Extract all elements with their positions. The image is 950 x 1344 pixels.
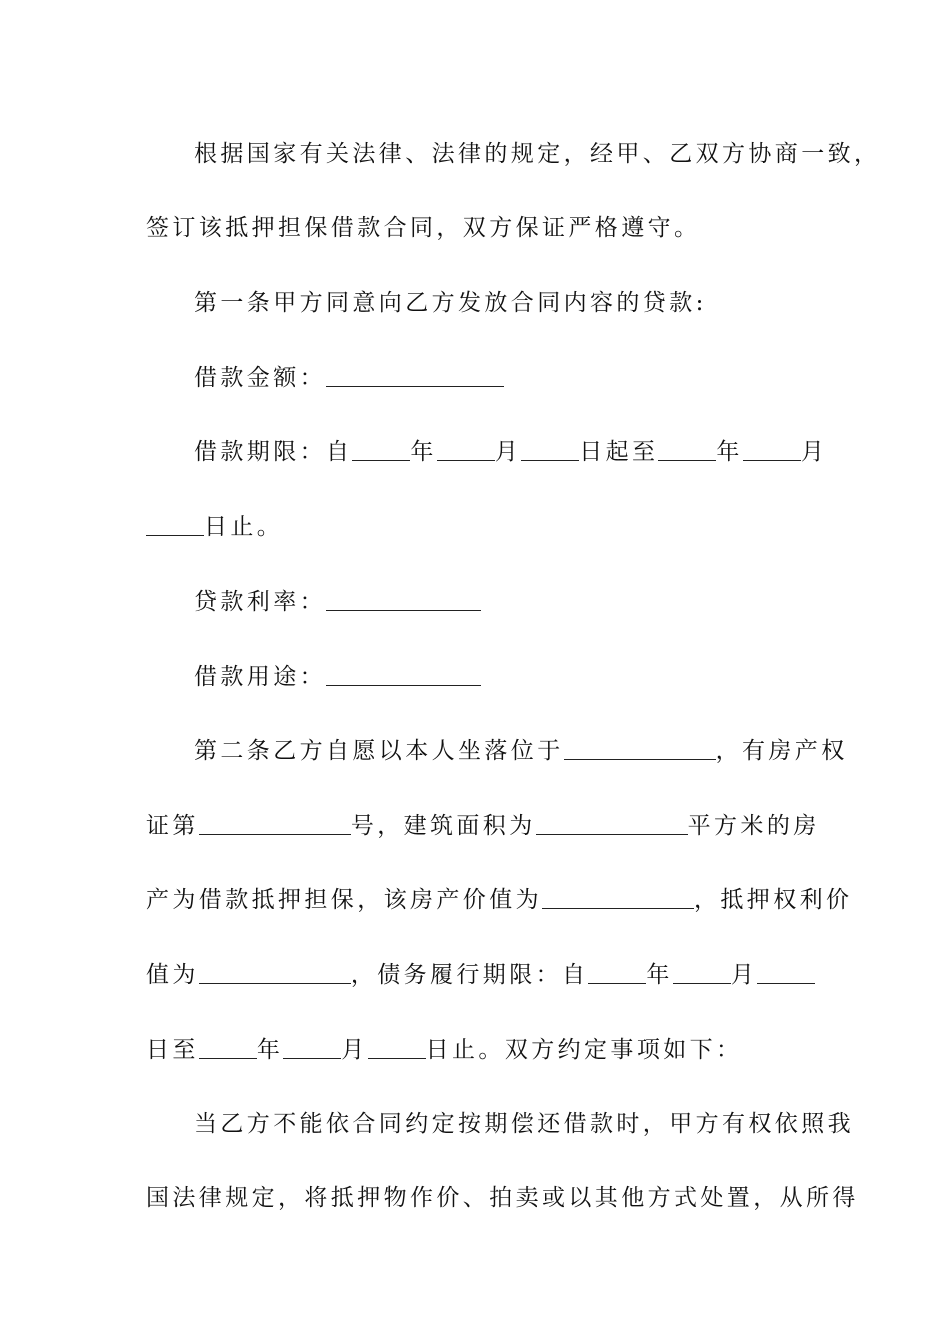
year-label: 年 [716, 439, 743, 465]
end-day-blank [146, 513, 204, 536]
article-2-text-j: 日至 [146, 1037, 199, 1063]
start-day-blank [521, 438, 579, 461]
debt-end-year-blank [199, 1036, 257, 1059]
article-1-heading: 第一条甲方同意向乙方发放合同内容的贷款: [194, 290, 707, 316]
loan-purpose-label: 借款用途： [194, 664, 326, 690]
year-label: 年 [646, 962, 673, 988]
month-label: 月 [341, 1037, 368, 1063]
debt-end-month-blank [283, 1036, 341, 1059]
article-2-line-3 [146, 885, 853, 915]
mortgage-value-blank [199, 961, 351, 984]
year-label: 年 [256, 1037, 284, 1063]
article-2-line-2 [146, 811, 820, 841]
day-end-label: 日止。 [204, 514, 284, 540]
property-location-blank [564, 737, 716, 760]
month-label: 月 [800, 439, 828, 465]
debt-start-month-blank [673, 961, 731, 984]
debt-start-year-blank [588, 961, 646, 984]
article-2-text-e: 平方米的房 [687, 813, 820, 839]
paragraph-intro-line-2: 签订该抵押担保借款合同，双方保证严格遵守。 [146, 215, 701, 241]
loan-amount-label: 借款金额： [194, 365, 326, 391]
loan-term-row-cont [146, 512, 811, 542]
loan-term-row [194, 437, 828, 467]
article-2-text-b: ，有房产权 [715, 738, 848, 764]
article-2-line-1 [194, 736, 848, 766]
debt-end-day-blank [368, 1036, 426, 1059]
article-2-text-i: ，债务履行期限：自 [350, 962, 589, 988]
loan-amount-row [194, 363, 814, 393]
article-2-text-c: 证第 [146, 813, 199, 839]
default-clause-line-1: 当乙方不能依合同约定按期偿还借款时，甲方有权依照我 [194, 1111, 854, 1137]
loan-purpose-blank [326, 663, 481, 686]
end-year-blank [658, 438, 716, 461]
article-2-line-4 [146, 960, 811, 990]
loan-amount-blank [326, 364, 504, 387]
interest-rate-blank [326, 588, 481, 611]
loan-purpose-row [194, 662, 814, 692]
article-2-text-f: 产为借款抵押担保，该房产价值为 [146, 887, 542, 913]
month-label: 月 [494, 439, 522, 465]
loan-term-label: 借款期限：自 [194, 439, 353, 465]
paragraph-intro-line-1: 根据国家有关法律、法律的规定，经甲、乙双方协商一致， [194, 141, 881, 167]
debt-start-day-blank [757, 961, 815, 984]
day-from-to-label: 日起至 [579, 439, 659, 465]
property-value-blank [542, 886, 694, 909]
default-clause-line-2: 国法律规定，将抵押物作价、拍卖或以其他方式处置，从所得 [146, 1185, 859, 1211]
article-2-line-5 [146, 1035, 811, 1065]
start-year-blank [352, 438, 410, 461]
interest-rate-row [194, 587, 814, 617]
start-month-blank [437, 438, 495, 461]
end-month-blank [743, 438, 801, 461]
article-2-text-d: 号，建筑面积为 [350, 813, 536, 839]
interest-rate-label: 贷款利率： [194, 589, 326, 615]
month-label: 月 [730, 962, 758, 988]
floor-area-blank [536, 812, 688, 835]
certificate-number-blank [199, 812, 351, 835]
article-2-text-g: ，抵押权利价 [694, 887, 853, 913]
article-2-text-k: 日止。双方约定事项如下： [425, 1037, 743, 1063]
article-2-text-h: 值为 [146, 962, 199, 988]
article-2-text-a: 第二条乙方自愿以本人坐落位于 [194, 738, 564, 764]
year-label: 年 [410, 439, 437, 465]
